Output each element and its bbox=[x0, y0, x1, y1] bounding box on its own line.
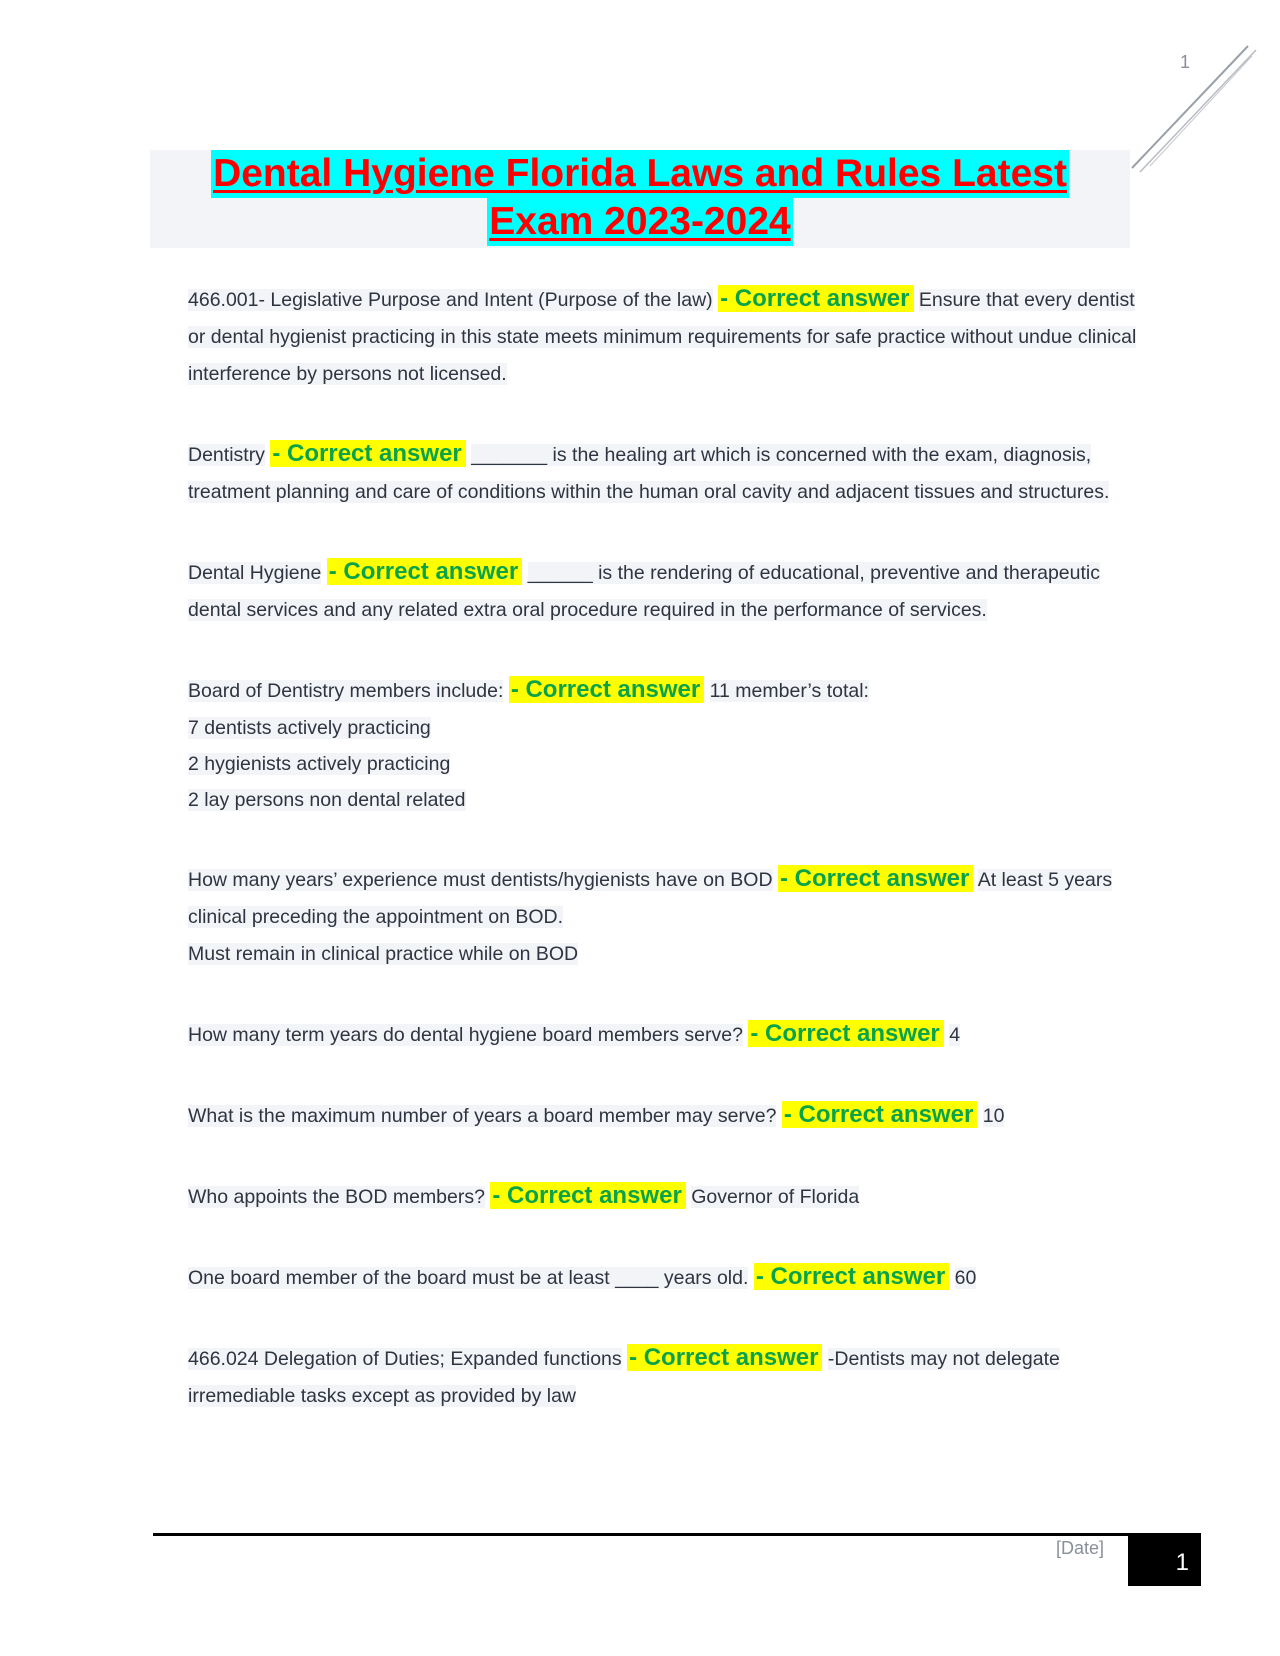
answer-text: _______ is the healing art which is concerned with the exam, diagnosis, treatment planning and care of conditions within the human oral cavity and adjacent tissues and structures. bbox=[188, 444, 1110, 503]
question-text: Board of Dentistry members include: bbox=[188, 680, 504, 702]
answer-text: -Dentists may not delegate irremediable tasks except as provided by law bbox=[188, 1348, 1060, 1407]
qa-item bbox=[188, 860, 1138, 973]
corner-decoration bbox=[1120, 40, 1260, 180]
qa-item bbox=[188, 280, 1138, 393]
qa-item bbox=[188, 1177, 1138, 1216]
answer-text: 60 bbox=[954, 1267, 977, 1289]
question-text: Dental Hygiene bbox=[188, 562, 322, 584]
question-text: 466.001- Legislative Purpose and Intent (Purpose of the law) bbox=[188, 289, 713, 311]
answer-text: Governor of Florida bbox=[691, 1186, 860, 1208]
answer-text: ______ is the rendering of educational, preventive and therapeutic dental services and any related extra oral procedure required in the performance of services. bbox=[188, 562, 1100, 621]
title-line-2: Exam 2023-2024 bbox=[487, 198, 792, 246]
list-item: 2 lay persons non dental related bbox=[188, 789, 466, 811]
answer-text: At least 5 years clinical preceding the appointment on BOD. bbox=[188, 869, 1113, 928]
correct-answer-label: - Correct answer bbox=[327, 558, 522, 585]
qa-item bbox=[188, 1096, 1138, 1135]
correct-answer-label: - Correct answer bbox=[748, 1020, 943, 1047]
correct-answer-label: - Correct answer bbox=[509, 676, 704, 703]
footer-date: [Date] bbox=[1056, 1538, 1105, 1558]
question-text: Who appoints the BOD members? bbox=[188, 1186, 485, 1208]
correct-answer-label: - Correct answer bbox=[782, 1101, 977, 1128]
answer-text: 11 member’s total: bbox=[709, 680, 869, 702]
list-item: 2 hygienists actively practicing bbox=[188, 753, 451, 775]
qa-item bbox=[188, 1015, 1138, 1054]
qa-item bbox=[188, 435, 1138, 511]
question-text: How many term years do dental hygiene board members serve? bbox=[188, 1024, 743, 1046]
question-text: 466.024 Delegation of Duties; Expanded functions bbox=[188, 1348, 622, 1370]
document-title bbox=[150, 150, 1130, 248]
footer-page-number: 1 bbox=[1128, 1536, 1201, 1586]
answer-text: 4 bbox=[949, 1024, 961, 1046]
title-line-1: Dental Hygiene Florida Laws and Rules Latest bbox=[211, 150, 1069, 198]
list-item: 7 dentists actively practicing bbox=[188, 717, 431, 739]
correct-answer-label: - Correct answer bbox=[627, 1344, 822, 1371]
question-text: How many years’ experience must dentists/hygienists have on BOD bbox=[188, 869, 773, 891]
answer-text: Ensure that every dentist or dental hygienist practicing in this state meets minimum requirements for safe practice without undue clinical interference by persons not licensed. bbox=[188, 289, 1137, 385]
qa-item bbox=[188, 1339, 1138, 1415]
correct-answer-label: - Correct answer bbox=[778, 865, 973, 892]
question-text: What is the maximum number of years a board member may serve? bbox=[188, 1105, 777, 1127]
answer-extra-text: Must remain in clinical practice while on BOD bbox=[188, 943, 579, 965]
correct-answer-label: - Correct answer bbox=[490, 1182, 685, 1209]
header-page-number: 1 bbox=[1180, 52, 1191, 72]
question-text: One board member of the board must be at least ____ years old. bbox=[188, 1267, 749, 1289]
correct-answer-label: - Correct answer bbox=[754, 1263, 949, 1290]
question-text: Dentistry bbox=[188, 444, 265, 466]
footer-rule bbox=[153, 1533, 1201, 1536]
qa-item bbox=[188, 1258, 1138, 1297]
qa-item bbox=[188, 671, 1138, 818]
qa-list bbox=[188, 280, 1138, 1457]
correct-answer-label: - Correct answer bbox=[270, 440, 465, 467]
qa-item bbox=[188, 553, 1138, 629]
answer-text: 10 bbox=[982, 1105, 1005, 1127]
correct-answer-label: - Correct answer bbox=[718, 285, 913, 312]
